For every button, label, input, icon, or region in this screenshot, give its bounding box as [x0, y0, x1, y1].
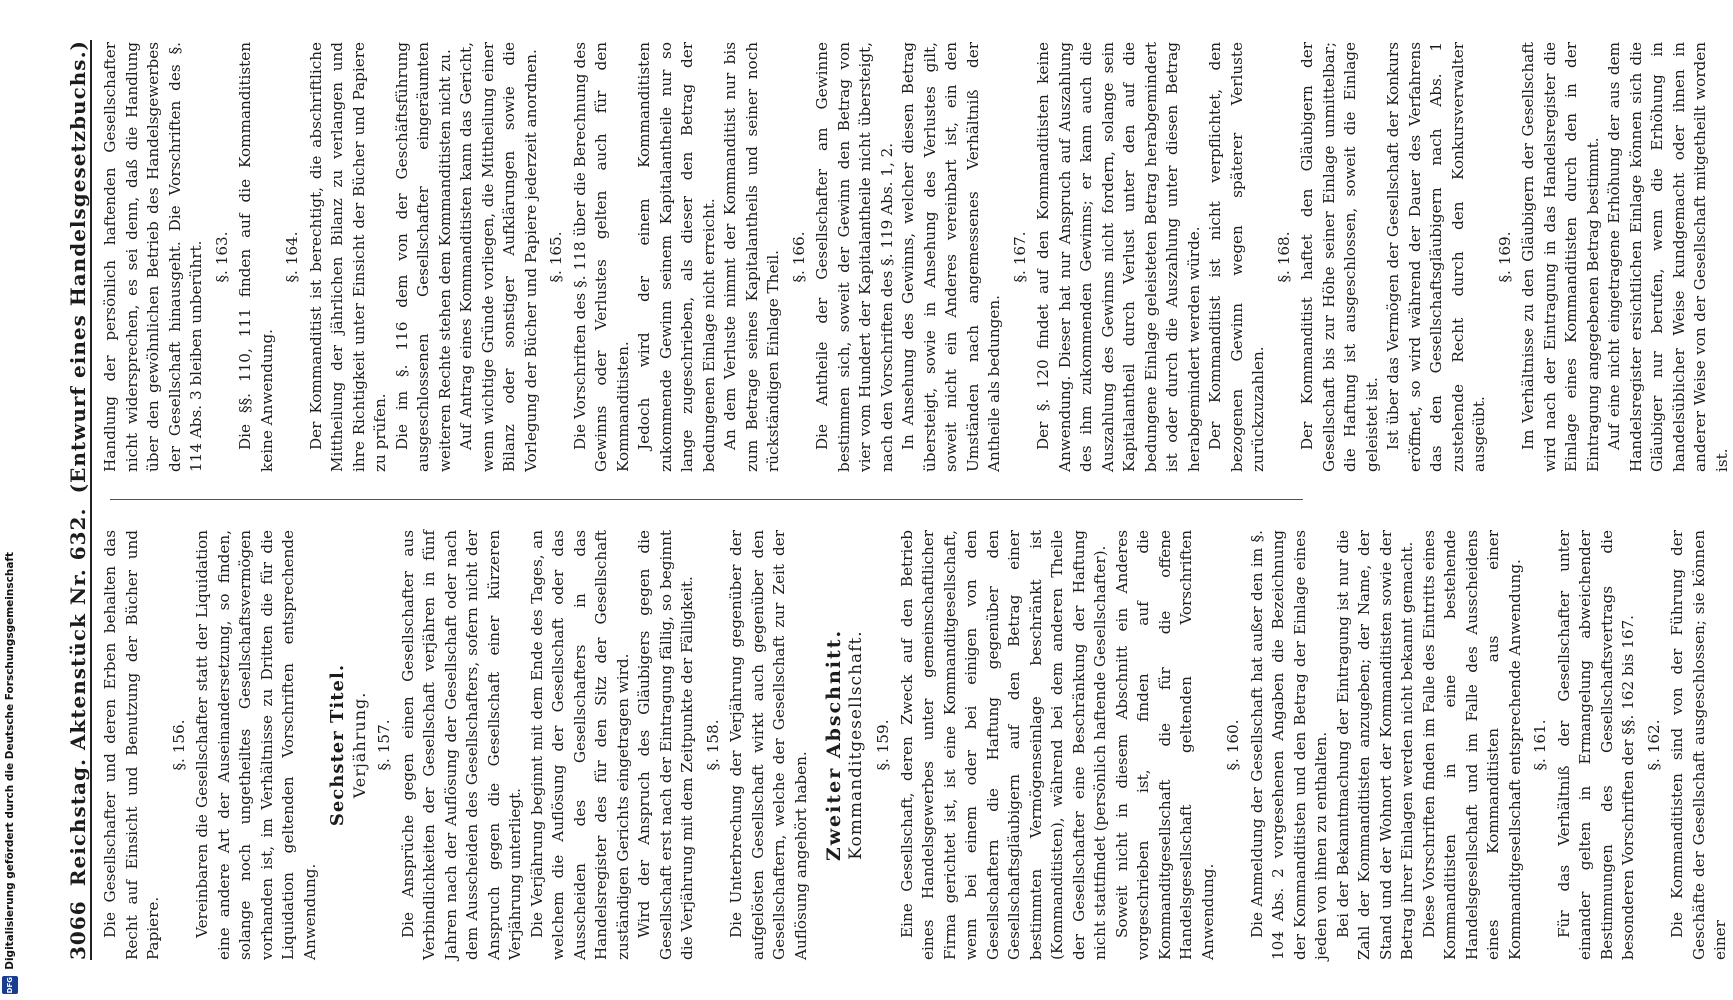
paragraph: Die im §. 116 dem von der Geschäftsführung ausgeschlossenen Gesellschafter eingeräumten weiteren Rechte stehen dem Kommanditisten nicht zu. [392, 42, 454, 472]
section-number: §. 165. [547, 231, 565, 283]
paragraph: Im Verhältnisse zu den Gläubigern der Gesellschaft wird nach der Eintragung in das Handelsregister die Einlage eines Kommanditisten durch den in der Eintragung angegebenen Betrag bestimmt. [1519, 42, 1602, 472]
paragraph: An dem Verluste nimmt der Kommanditist nur bis zum Betrage seines Kapitalantheils und seiner noch rückständigen Einlage Theil. [721, 42, 782, 472]
right-column [100, 42, 1731, 472]
paragraph: Vereinbaren die Gesellschafter statt der Liquidation eine andere Art der Auseinandersetzung, so finden, solange noch ungetheiltes Gesellschaftsvermögen vorhanden ist, im Verhältnisse zu Dritten die für die Liquidation geltenden Vorschriften entsprechende Anwendung. [193, 530, 319, 960]
paragraph: Diese Vorschriften finden im Falle des Eintritts eines Kommanditisten in eine bestehende Handelsgesellschaft und im Falle des Ausscheidens eines Kommanditisten aus einer Kommanditgesellschaft entsprechende Anwendung. [1419, 530, 1524, 960]
paragraph: Die Kommanditisten sind von der Führung der Geschäfte der Gesellschaft ausgeschlossen; sie können einer [1668, 530, 1729, 960]
section-number: §. 157. [375, 719, 393, 771]
paragraph: Der §. 120 findet auf den Kommanditisten keine Anwendung. Dieser hat nur Anspruch auf Auszahlung des ihm zukommenden Gewinns; er kann auch die Auszahlung des Gewinns nicht fordern, solange sein Kapitalantheil durch Verlust unter den auf die bedungene Einlage geleisteten Betrag herabgemindert ist oder durch die Auszahlung unter diesen Betrag herabgemindert werden würde. [1034, 42, 1203, 472]
section-subheading: Kommanditgesellschaft. [845, 630, 866, 860]
rotated-page [20, 0, 1731, 1000]
paragraph: Soweit nicht in diesem Abschnitt ein Anderes vorgeschrieben ist, finden auf die Kommanditgesellschaft die für die offene Handelsgesellschaft geltenden Vorschriften Anwendung. [1112, 530, 1217, 960]
section-number: §. 164. [283, 231, 301, 283]
page-header [50, 40, 92, 960]
sidebar [0, 0, 20, 1000]
title-heading: Sechster Titel. [327, 663, 348, 827]
section-number: §. 162. [1644, 719, 1663, 771]
section-number: §. 158. [703, 719, 722, 771]
paragraph: Der Kommanditist ist nicht verpflichtet, den bezogenen Gewinn wegen späterer Verluste zurückzuzahlen. [1206, 42, 1267, 472]
paragraph: Auf Antrag eines Kommanditisten kann das Gericht, wenn wichtige Gründe vorliegen, die Mittheilung einer Bilanz oder sonstiger Aufklärungen sowie die Vorlegung der Bücher und Papiere jederzeit anordnen. [457, 42, 540, 472]
title-subheading: Verjährung. [349, 691, 369, 799]
section-heading: Zweiter Abschnitt. [823, 628, 845, 862]
paragraph: Auf eine nicht eingetragene Erhöhung der aus dem Handelsregister ersichtlichen Einlage können sich die Gläubiger nur berufen, wenn die Erhöhung in handelsüblicher Weise kundgemacht oder ihnen in anderer Weise von der Gesellschaft mitgetheilt worden ist. [1605, 42, 1731, 472]
paragraph: Bei der Bekanntmachung der Eintragung ist nur die Zahl der Kommanditisten anzugeben; der Name, der Stand und der Wohnort der Kommanditisten sowie der Betrag ihrer Einlagen werden nicht bekannt gemacht. [1333, 530, 1416, 960]
paragraph: Handlung der persönlich haftenden Gesellschafter nicht widersprechen, es sei denn, daß die Handlung über den gewöhnlichen Betrieb des Handelsgewerbes der Gesellschaft hinausgeht. Die Vorschriften des §. 114 Abs. 3 bleiben unberührt. [101, 42, 205, 472]
paragraph: Die §§. 110, 111 finden auf die Kommanditisten keine Anwendung. [236, 42, 276, 472]
section-number: §. 156. [169, 719, 188, 771]
section-number: §. 169. [1495, 231, 1514, 283]
paragraph: Die Vorschriften des §. 118 über die Berechnung des Gewinns oder Verlustes gelten auch für den Kommanditisten. [570, 42, 632, 472]
section-number: §. 159. [874, 719, 892, 771]
paragraph: Die Ansprüche gegen einen Gesellschafter aus Verbindlichkeiten der Gesellschaft verjähren in fünf Jahren nach der Auflösung der Gesellschaft oder nach dem Ausscheiden des Gesellschafters, sofern nicht der Anspruch gegen die Gesellschaft einer kürzeren Verjährung unterliegt. [398, 530, 524, 960]
paragraph: Eine Gesellschaft, deren Zweck auf den Betrieb eines Handelsgewerbes unter gemeinschaftlicher Firma gerichtet ist, ist eine Kommanditgesellschaft, wenn bei einem oder bei einigen von den Gesellschaftern die Haftung gegenüber den Gesellschaftsgläubigern auf den Betrag einer bestimmten Vermögenseinlage beschränkt ist (Kommanditisten), während bei dem anderen Theile der Gesellschafter eine Beschränkung der Haftung nicht stattfindet (persönlich haftende Gesellschafter). [897, 530, 1109, 960]
paragraph: Der Kommanditist ist berechtigt, die abschriftliche Mittheilung der jährlichen Bilanz zu verlangen und ihre Richtigkeit unter Einsicht der Bücher und Papiere zu prüfen. [306, 42, 389, 472]
paragraph: In Ansehung des Gewinns, welcher diesen Betrag übersteigt, sowie in Ansehung des Verlustes gilt, soweit nicht ein Anderes vereinbart ist, ein den Umständen nach angemessenes Verhältniß der Antheile als bedungen. [899, 42, 1003, 472]
header-right: (Entwurf eines Handelsgesetzbuchs.) [66, 40, 90, 494]
section-number: §. 168. [1274, 231, 1293, 283]
section-number: §. 160. [1224, 719, 1242, 771]
paragraph: Die Unterbrechung der Verjährung gegenüber der aufgelösten Gesellschaft wirkt auch gegenüber den Gesellschaftern, welche der Gesellschaft zur Zeit der Auflösung angehört haben. [727, 530, 810, 960]
sidebar-credit: Digitalisierung gefördert durch die Deutsche Forschungsgemeinschaft [4, 552, 16, 970]
page-content [20, 0, 1731, 1000]
header-center: Reichstag. Aktenstück Nr. 632. [66, 507, 90, 887]
paragraph: Wird der Anspruch des Gläubigers gegen die Gesellschaft erst nach der Eintragung fällig, so beginnt die Verjährung mit dem Zeitpunkte der Fälligkeit. [635, 530, 696, 960]
section-number: §. 163. [212, 231, 231, 283]
paragraph: Die Gesellschafter und deren Erben behalten das Recht auf Einsicht und Benutzung der Bücher und Papiere. [101, 530, 162, 960]
column-divider [110, 499, 1303, 500]
dfg-logo: DFG [2, 976, 18, 994]
section-number: §. 167. [1010, 231, 1029, 283]
section-number: §. 166. [789, 231, 808, 283]
paragraph: Der Kommanditist haftet den Gläubigern der Gesellschaft bis zur Höhe seiner Einlage unmittelbar; die Haftung ist ausgeschlossen, soweit die Einlage geleistet ist. [1298, 42, 1381, 472]
paragraph: Die Anmeldung der Gesellschaft hat außer den im §. 104 Abs. 2 vorgesehenen Angaben die Bezeichnung der Kommanditisten und den Betrag der Einlage eines jeden von ihnen zu enthalten. [1247, 530, 1330, 960]
paragraph: Ist über das Vermögen der Gesellschaft der Konkurs eröffnet, so wird während der Dauer des Verfahrens das den Gesellschaftsgläubigern nach Abs. 1 zustehende Recht durch den Konkursverwalter ausgeübt. [1384, 42, 1488, 472]
paragraph: Für das Verhältniß der Gesellschafter unter einander gelten in Ermangelung abweichender Bestimmungen des Gesellschaftsvertrags die besonderen Vorschriften der §§. 162 bis 167. [1554, 530, 1637, 960]
paragraph: Jedoch wird der einem Kommanditisten zukommende Gewinn seinem Kapitalantheile nur so lange zugeschrieben, als dieser den Betrag der bedungenen Einlage nicht erreicht. [635, 42, 718, 472]
page-number: 3066 [66, 900, 90, 960]
paragraph: Die Verjährung beginnt mit dem Ende des Tages, an welchem die Auflösung der Gesellschaft oder das Ausscheiden des Gesellschafters in das Handelsregister des für den Sitz der Gesellschaft zuständigen Gerichts eingetragen wird. [527, 530, 632, 960]
left-column [100, 530, 1729, 960]
paragraph: Die Antheile der Gesellschafter am Gewinne bestimmen sich, soweit der Gewinn den Betrag von vier vom Hundert der Kapitalantheile nicht übersteigt, nach den Vorschriften des §. 119 Abs. 1, 2. [813, 42, 896, 472]
section-number: §. 161. [1531, 719, 1549, 771]
